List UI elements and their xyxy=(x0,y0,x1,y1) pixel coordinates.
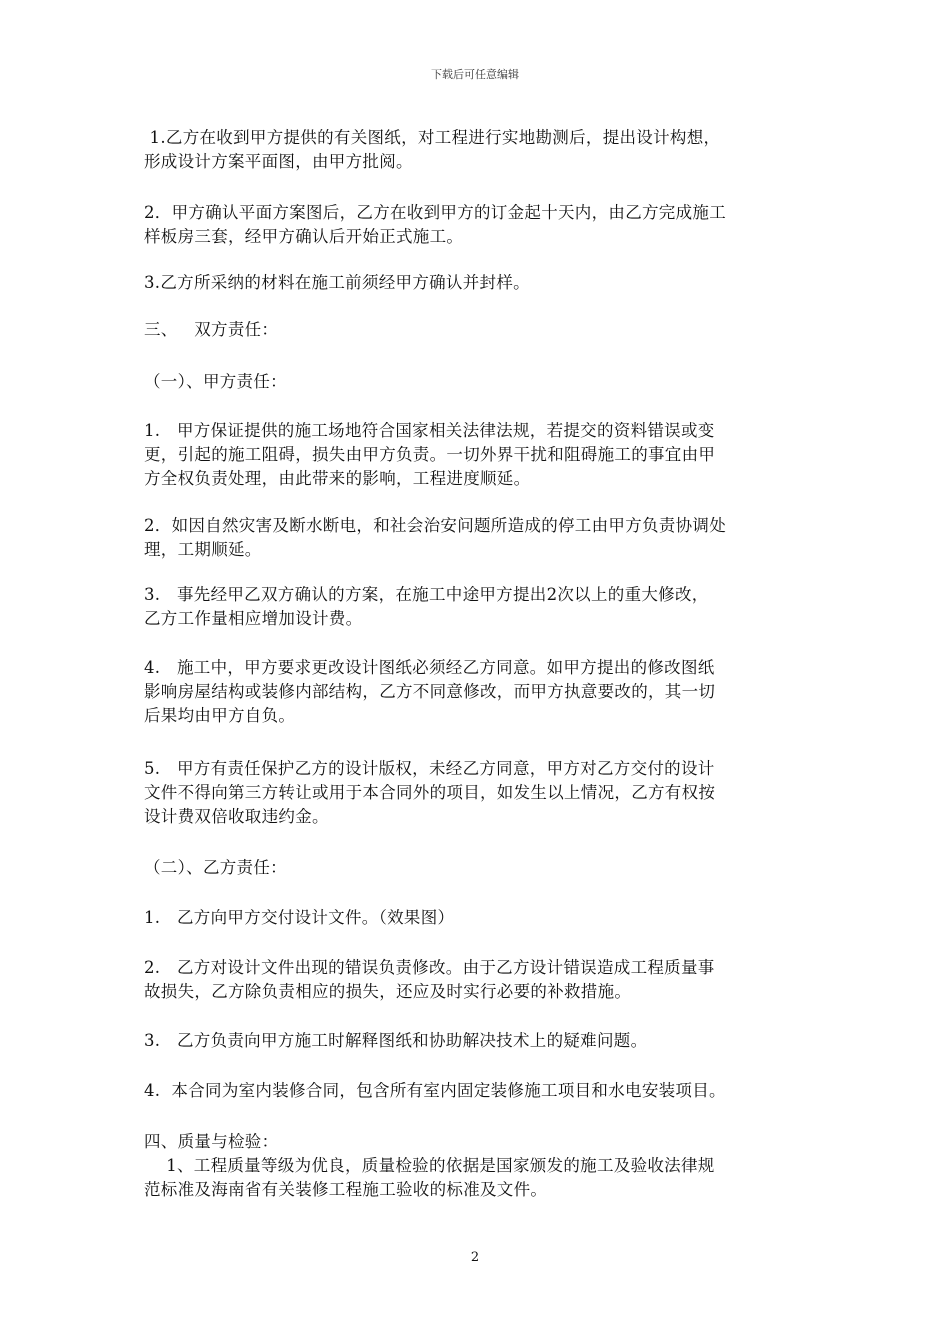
paragraph-b3: 3. 乙方负责向甲方施工时解释图纸和协助解决技术上的疑难问题。 xyxy=(144,1031,648,1050)
paragraph-a2: 2．如因自然灾害及断水断电，和社会治安问题所造成的停工由甲方负责协调处 理，工期顺延。 xyxy=(144,516,726,559)
page-header: 下载后可任意编辑 xyxy=(431,68,519,81)
subsection-heading-b: （二）、乙方责任： xyxy=(144,858,287,877)
section-heading-4: 四、质量与检验： 1、工程质量等级为优良，质量检验的依据是国家颁发的施工及验收法律规 范标准及海南省有关装修工程施工验收的标准及文件。 xyxy=(144,1132,715,1199)
paragraph-3: 3.乙方所采纳的材料在施工前须经甲方确认并封样。 xyxy=(144,273,530,292)
subsection-heading-a: （一）、甲方责任： xyxy=(144,372,287,391)
paragraph-2: 2．甲方确认平面方案图后，乙方在收到甲方的订金起十天内，由乙方完成施工 样板房三套，经甲方确认后开始正式施工。 xyxy=(144,203,726,246)
paragraph-a4: 4. 施工中，甲方要求更改设计图纸必须经乙方同意。如甲方提出的修改图纸 影响房屋结构或装修内部结构，乙方不同意修改，而甲方执意要改的，其一切 后果均由甲方自负。 xyxy=(144,658,716,725)
paragraph-b4: 4. 本合同为室内装修合同，包含所有室内固定装修施工项目和水电安装项目。 xyxy=(144,1081,726,1100)
paragraph-b2: 2. 乙方对设计文件出现的错误负责修改。由于乙方设计错误造成工程质量事 故损失，乙方除负责相应的损失，还应及时实行必要的补救措施。 xyxy=(144,958,715,1001)
paragraph-1: 1.乙方在收到甲方提供的有关图纸，对工程进行实地勘测后，提出设计构想， 形成设计方案平面图，由甲方批阅。 xyxy=(144,128,721,171)
paragraph-a5: 5. 甲方有责任保护乙方的设计版权，未经乙方同意，甲方对乙方交付的设计 文件不得向第三方转让或用于本合同外的项目，如发生以上情况，乙方有权按 设计费双倍收取违约金。 xyxy=(144,759,716,826)
paragraph-a3: 3. 事先经甲乙双方确认的方案，在施工中途甲方提出2次以上的重大修改， 乙方工作量相应增加设计费。 xyxy=(144,585,709,628)
page-number: 2 xyxy=(470,1250,480,1265)
paragraph-a1: 1. 甲方保证提供的施工场地符合国家相关法律法规，若提交的资料错误或变 更，引起的施工阻碍，损失由甲方负责。一切外界干扰和阻碍施工的事宜由甲 方全权负责处理，由此带来的影响，工程进度顺延。 xyxy=(144,421,716,488)
section-heading-3: 三、 双方责任： xyxy=(144,320,279,339)
paragraph-b1: 1. 乙方向甲方交付设计文件。（效果图） xyxy=(144,908,455,927)
